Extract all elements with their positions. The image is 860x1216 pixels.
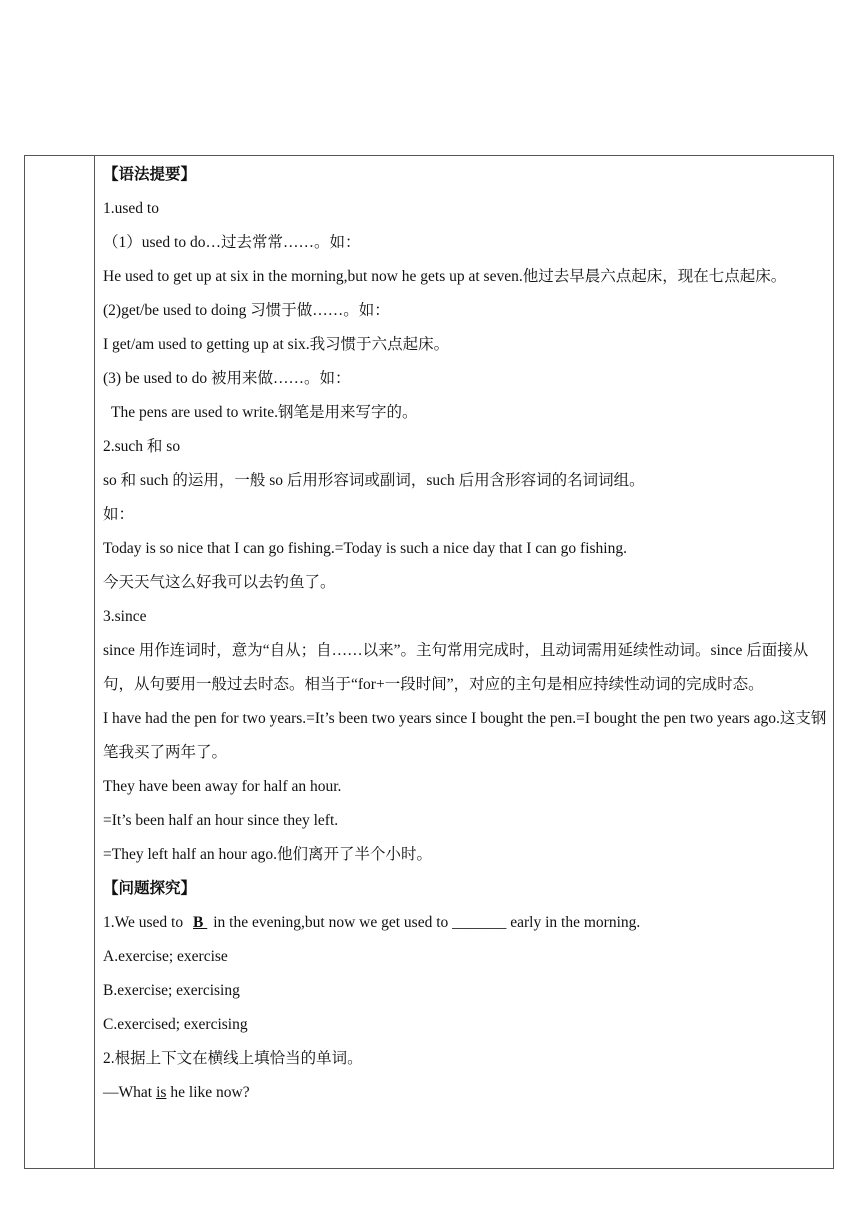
left-column-cell <box>25 156 95 1168</box>
item1-sub1: （1）used to do…过去常常……。如： <box>103 234 361 251</box>
item2-title: 2.such 和 so <box>103 438 181 455</box>
question2-answer: is <box>156 1084 167 1101</box>
content-cell <box>103 156 827 1110</box>
item3-example1: I have had the pen for two years.=It’s been two years since I bought the pen.=I bought the pen two years ago.这支钢笔我买了两年了。 <box>103 710 827 761</box>
question1-prefix: 1.We used to <box>103 914 187 931</box>
document-table <box>24 155 834 1169</box>
question1 <box>103 906 827 940</box>
item2-example-english: Today is so nice that I can go fishing.=Today is such a nice day that I can go fishing. <box>103 540 627 557</box>
grammar-heading: 【语法提要】 <box>103 166 197 183</box>
item1-sub2: (2)get/be used to doing 习惯于做……。如： <box>103 302 390 319</box>
question1-answer: B <box>193 914 208 931</box>
item3-description: since 用作连词时，意为“自从；自……以来”。主句常用完成时，且动词需用延续性动词。since 后面接从句，从句要用一般过去时态。相当于“for+一段时间”，对应的主句是相应持续性动词的完成时态。 <box>103 642 809 693</box>
item2-description: so 和 such 的运用，一般 so 后用形容词或副词，such 后用含形容词的名词词组。 <box>103 472 645 489</box>
item3-example2b: =It’s been half an hour since they left. <box>103 812 339 829</box>
item2-example-chinese: 今天天气这么好我可以去钓鱼了。 <box>103 574 336 591</box>
item3-title: 3.since <box>103 608 147 625</box>
problem-heading: 【问题探究】 <box>103 880 197 897</box>
item1-example1: He used to get up at six in the morning,but now he gets up at seven.他过去早晨六点起床，现在七点起床。 <box>103 268 787 285</box>
item3-example2c: =They left half an hour ago.他们离开了半个小时。 <box>103 846 433 863</box>
item3-example2a: They have been away for half an hour. <box>103 778 342 795</box>
question2 <box>103 1076 827 1110</box>
question1-option-a: A.exercise; exercise <box>103 948 228 965</box>
item2-example-label: 如： <box>103 506 135 523</box>
item1-title: 1.used to <box>103 200 159 217</box>
question2-suffix: he like now? <box>170 1084 250 1101</box>
question1-suffix: in the evening,but now we get used to _______ early in the morning. <box>213 914 641 931</box>
question2-prefix: —What <box>103 1084 153 1101</box>
item1-example2: I get/am used to getting up at six.我习惯于六点起床。 <box>103 336 450 353</box>
question1-option-c: C.exercised; exercising <box>103 1016 248 1033</box>
question2-title: 2.根据上下文在横线上填恰当的单词。 <box>103 1050 363 1067</box>
item1-example3: The pens are used to write.钢笔是用来写字的。 <box>111 404 418 421</box>
question1-option-b: B.exercise; exercising <box>103 982 240 999</box>
item1-sub3: (3) be used to do 被用来做……。如： <box>103 370 351 387</box>
